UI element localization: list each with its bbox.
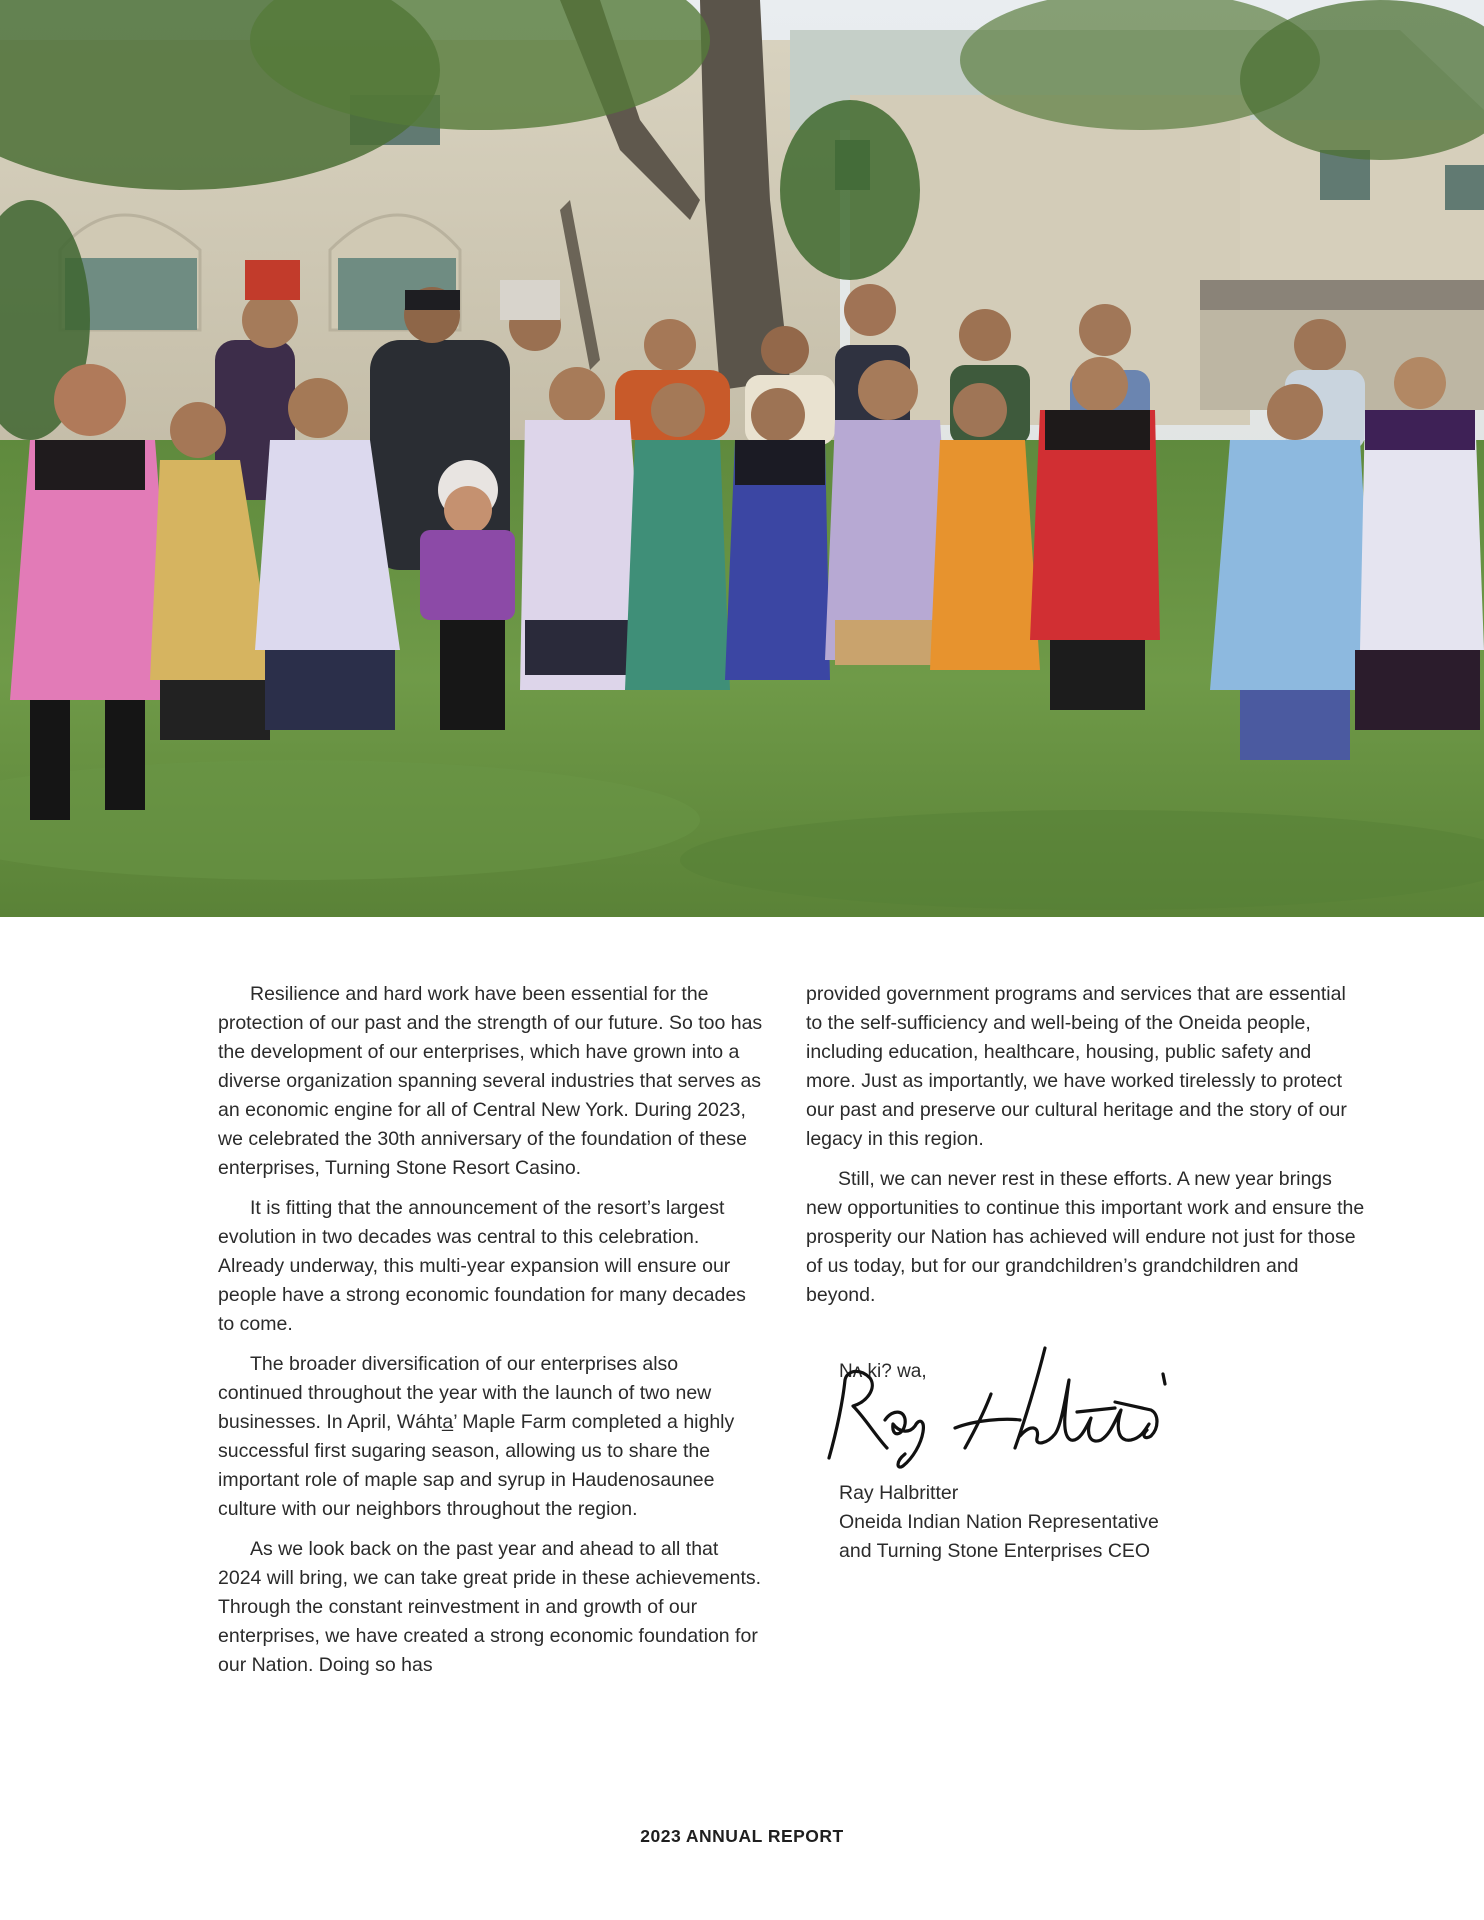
closing-salutation: Nʌ ki? wa, bbox=[839, 1361, 927, 1382]
paragraph: As we look back on the past year and ahead to all that 2024 will bring, we can take great pride in these achievements. Through the constant reinvestment in and growth of our enterprises, we have created a strong economic foundation for our Nation. Doing so has bbox=[218, 1538, 762, 1676]
paragraph: provided government programs and services that are essential to the self-sufficiency and well-being of the Oneida people, including education, healthcare, housing, public safety and more. Just as importantly, we have worked tirelessly to protect our past and preserve our cultural heritage and the story of our legacy in this region. bbox=[806, 983, 1347, 1150]
handwritten-signature bbox=[815, 1340, 1175, 1470]
signatory-title-line-1: Oneida Indian Nation Representative bbox=[839, 1511, 1159, 1533]
signatory-title-line-2: and Turning Stone Enterprises CEO bbox=[839, 1540, 1151, 1562]
group-photo bbox=[0, 0, 1484, 917]
left-text-column bbox=[218, 980, 763, 1691]
signatory-block bbox=[839, 1479, 1159, 1566]
paragraph: The broader diversification of our enterprises also continued throughout the year with the launch of two new businesses. In April, Wáhta̲’ Maple Farm completed a highly successful first sugaring season, allowing us to share the important role of maple sap and syrup in Haudenosaunee culture with our neighbors throughout the region. bbox=[218, 1353, 735, 1520]
right-text-column bbox=[806, 980, 1366, 1321]
paragraph: Resilience and hard work have been essential for the protection of our past and the strength of our future. So too has the development of our enterprises, which have grown into a diverse organization spanning several industries that serves as an economic engine for all of Central New York. During 2023, we celebrated the 30th anniversary of the foundation of these enterprises, Turning Stone Resort Casino. bbox=[218, 983, 763, 1179]
paragraph: It is fitting that the announcement of the resort’s largest evolution in two decades was central to this celebration. Already underway, this multi-year expansion will ensure our people have a strong economic foundation for many decades to come. bbox=[218, 1197, 746, 1335]
page-footer: 2023 ANNUAL REPORT bbox=[640, 1826, 844, 1846]
signatory-name: Ray Halbritter bbox=[839, 1482, 959, 1504]
paragraph: Still, we can never rest in these efforts. A new year brings new opportunities to continue this important work and ensure the prosperity our Nation has achieved will endure not just for those of us today, but for our grandchildren’s grandchildren and beyond. bbox=[806, 1168, 1365, 1306]
group-photo-image bbox=[0, 0, 1484, 917]
